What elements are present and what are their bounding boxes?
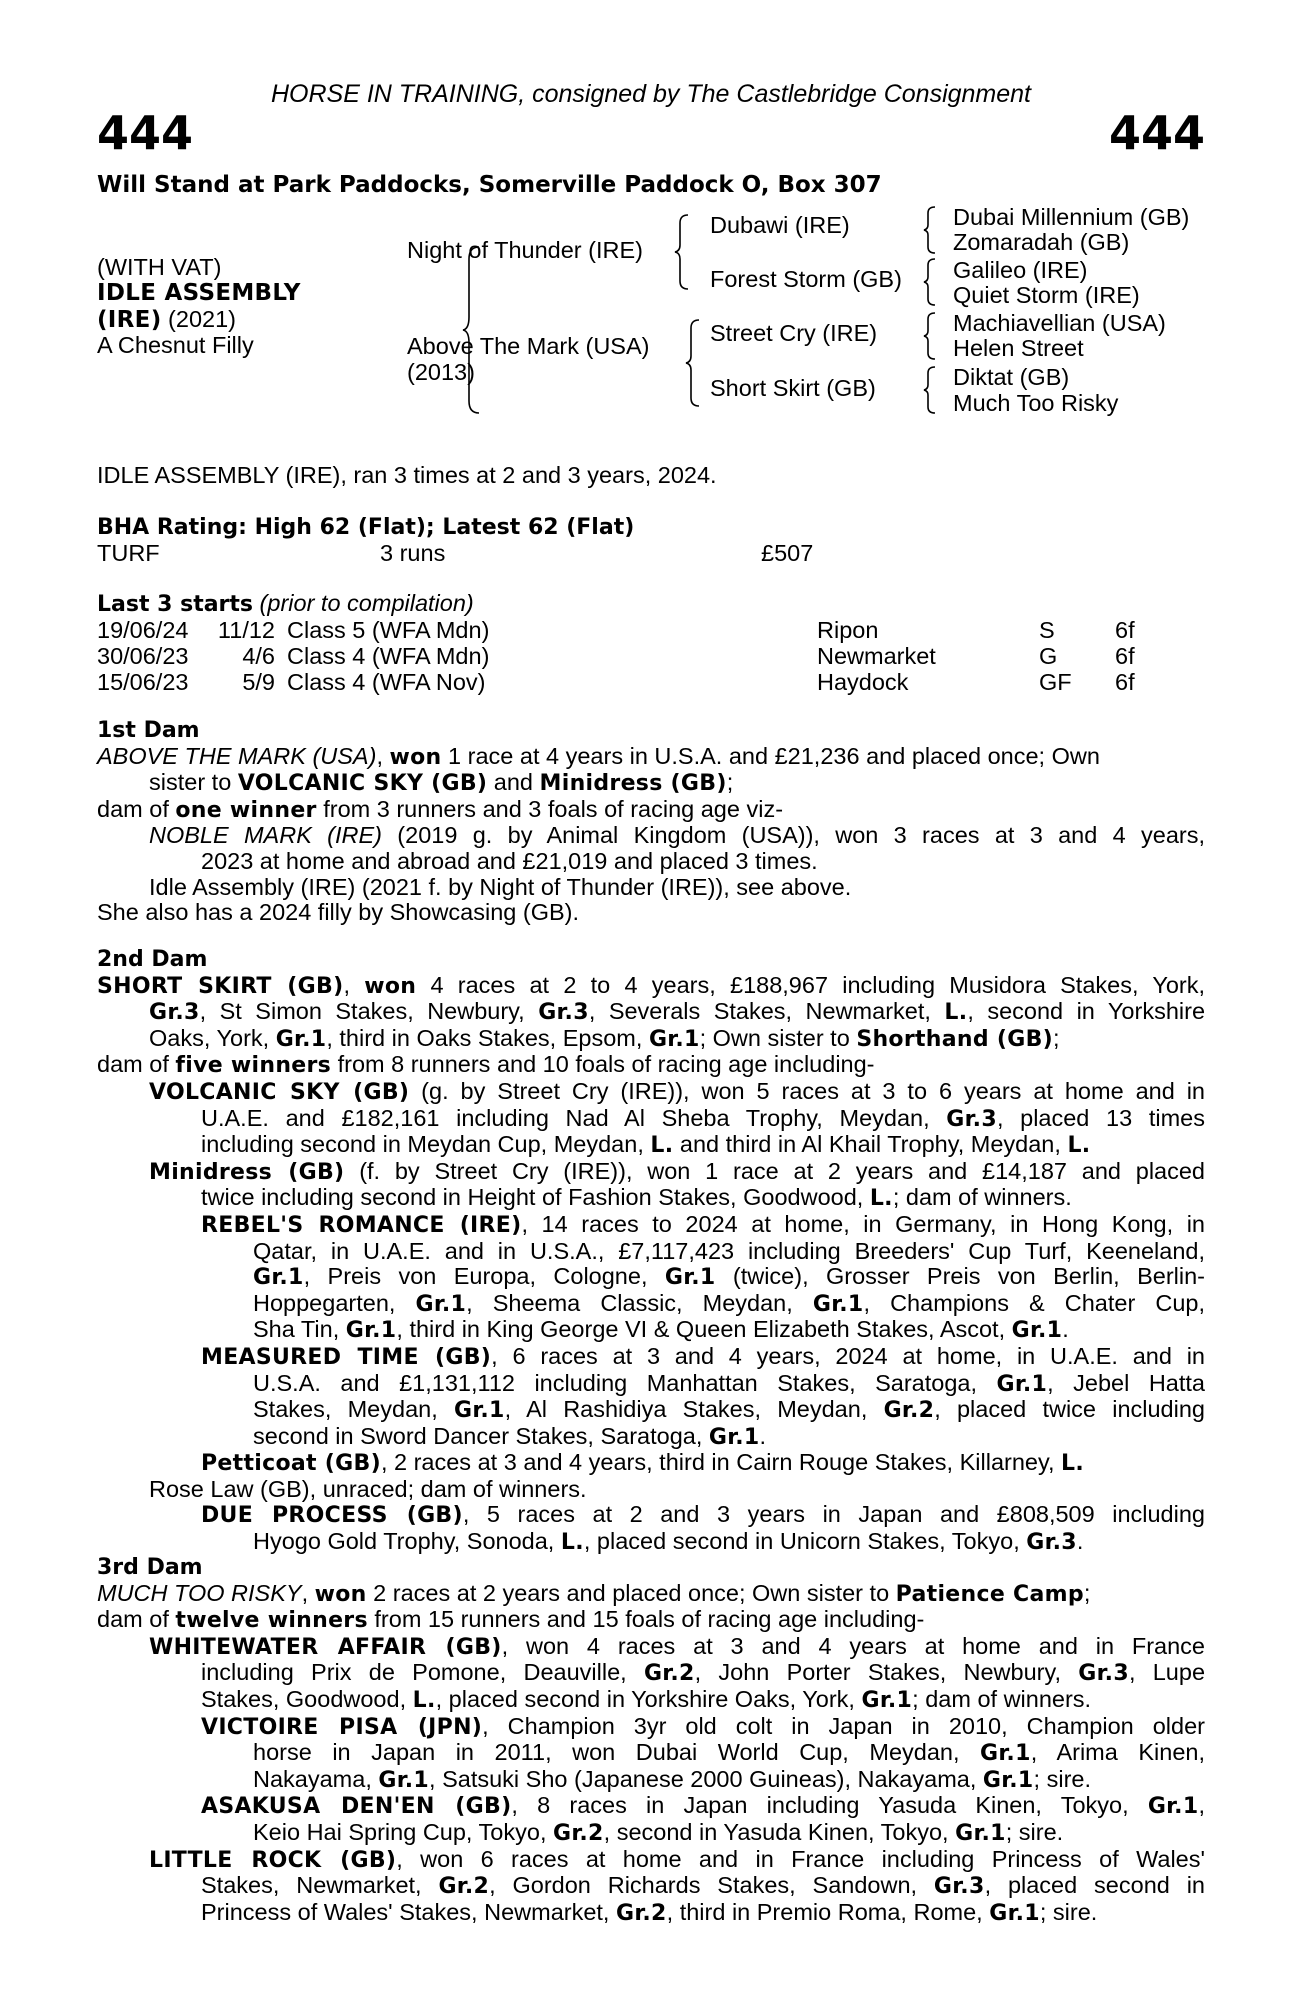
second-dam-heading: 2nd Dam [97, 947, 208, 972]
first-dam-line: She also has a 2024 filly by Showcasing (GB). [97, 899, 580, 926]
sire-sire-dam: Zomaradah (GB) [953, 229, 1130, 255]
start-course: Haydock [817, 668, 909, 695]
pedigree-table [97, 205, 1205, 420]
runs-count: 3 runs [380, 539, 446, 566]
start-row [97, 644, 1205, 670]
progeny-volcanic-sky: including second in Meydan Cup, Meydan, L. and third in Al Khail Trophy, Meydan, L. [201, 1131, 1091, 1159]
pedigree-brace-sd [923, 257, 937, 307]
start-class: Class 4 (WFA Nov) [287, 668, 486, 695]
start-going: G [1039, 642, 1058, 669]
progeny-asakusa-denen: Keio Hai Spring Cup, Tokyo, Gr.2, second in Yasuda Kinen, Tokyo, Gr.1; sire. [253, 1818, 1064, 1846]
first-dam-line: sister to VOLCANIC SKY (GB) and Minidress (GB); [149, 769, 734, 797]
vat-note: (WITH VAT) [97, 254, 222, 280]
progeny-whitewater-affair: WHITEWATER AFFAIR (GB), won 4 races at 3 and 4 years at home and in France [149, 1632, 1205, 1660]
dam-dam-dam: Much Too Risky [953, 390, 1119, 416]
third-dam-section [97, 1555, 1205, 1926]
start-row [97, 670, 1205, 696]
start-pos: 5/9 [242, 668, 275, 695]
pedigree-brace-dd [923, 365, 937, 415]
progeny-volcanic-sky: VOLCANIC SKY (GB) (g. by Street Cry (IRE)), won 5 races at 3 to 6 years at home and in [149, 1077, 1205, 1105]
second-dam-section [97, 947, 1205, 1556]
lot-number-right: 444 [1108, 106, 1205, 160]
last-starts-title: Last 3 starts (prior to compilation) [97, 590, 474, 617]
progeny-rebels-romance: Sha Tin, Gr.1, third in King George VI & Queen Elizabeth Stakes, Ascot, Gr.1. [253, 1316, 1069, 1344]
dam-sire: Street Cry (IRE) [710, 320, 878, 346]
start-date: 15/06/23 [97, 668, 189, 695]
horse-description: A Chesnut Filly [97, 332, 254, 358]
progeny-measured-time: second in Sword Dancer Stakes, Saratoga, Gr.1. [253, 1422, 767, 1450]
sire-sire: Dubawi (IRE) [710, 212, 850, 238]
progeny-minidress: Minidress (GB) (f. by Street Cry (IRE)), won 1 race at 2 years and £14,187 and placed [149, 1157, 1205, 1185]
second-dam-line: dam of five winners from 8 runners and 10 foals of racing age including- [97, 1051, 875, 1079]
dam-sire-sire: Machiavellian (USA) [953, 310, 1166, 336]
progeny-victoire-pisa: VICTOIRE PISA (JPN), Champion 3yr old colt in Japan in 2010, Champion older [201, 1712, 1205, 1740]
start-going: S [1039, 616, 1055, 643]
second-dam-line: Gr.3, St Simon Stakes, Newbury, Gr.3, Severals Stakes, Newmarket, L., second in Yorkshire [149, 998, 1206, 1026]
sire-dam: Forest Storm (GB) [710, 266, 902, 292]
pedigree-brace-sire [674, 213, 690, 291]
first-dam-heading: 1st Dam [97, 718, 200, 743]
start-dist: 6f [1115, 616, 1135, 643]
start-pos: 11/12 [217, 616, 275, 643]
first-dam-progeny: 2023 at home and abroad and £21,019 and placed 3 times. [201, 847, 818, 874]
start-row [97, 618, 1205, 644]
pedigree-brace-ds [923, 311, 937, 361]
third-dam-line: MUCH TOO RISKY, won 2 races at 2 years and placed once; Own sister to Patience Camp; [97, 1579, 1091, 1607]
dam-dam: Short Skirt (GB) [710, 375, 876, 401]
stabling-location: Will Stand at Park Paddocks, Somerville Paddock O, Box 307 [97, 172, 882, 198]
third-dam-heading: 3rd Dam [97, 1555, 203, 1580]
start-course: Ripon [817, 616, 879, 643]
prize-money: £507 [761, 539, 814, 566]
pedigree-brace-main [461, 245, 483, 415]
turf-record [97, 541, 1205, 567]
progeny-measured-time: U.S.A. and £1,131,112 including Manhattan Stakes, Saratoga, Gr.1, Jebel Hatta [253, 1369, 1205, 1397]
catalogue-header: HORSE IN TRAINING, consigned by The Castlebridge Consignment [270, 80, 1032, 108]
dam: Above The Mark (USA) [407, 333, 650, 359]
surface: TURF [97, 539, 160, 566]
progeny-rebels-romance: REBEL'S ROMANCE (IRE), 14 races to 2024 at home, in Germany, in Hong Kong, in [201, 1210, 1205, 1238]
horse-name: IDLE ASSEMBLY [97, 280, 301, 306]
progeny-measured-time: MEASURED TIME (GB), 6 races at 3 and 4 years, 2024 at home, in U.A.E. and in [201, 1342, 1205, 1370]
sire: Night of Thunder (IRE) [407, 237, 643, 263]
progeny-little-rock: Stakes, Newmarket, Gr.2, Gordon Richards Stakes, Sandown, Gr.3, placed second in [201, 1872, 1205, 1900]
rating-section [97, 515, 1205, 567]
progeny-victoire-pisa: Nakayama, Gr.1, Satsuki Sho (Japanese 2000 Guineas), Nakayama, Gr.1; sire. [253, 1765, 1092, 1793]
progeny-rose-law: Rose Law (GB), unraced; dam of winners. [149, 1475, 587, 1502]
race-summary: IDLE ASSEMBLY (IRE), ran 3 times at 2 and 3 years, 2024. [97, 462, 717, 488]
start-dist: 6f [1115, 668, 1135, 695]
progeny-rebels-romance: Hoppegarten, Gr.1, Sheema Classic, Meydan, Gr.1, Champions & Chater Cup, [253, 1289, 1205, 1317]
start-dist: 6f [1115, 642, 1135, 669]
rating-title: BHA Rating: High 62 (Flat); Latest 62 (Flat) [97, 515, 635, 540]
first-dam-section [97, 718, 1205, 926]
second-dam-line: Oaks, York, Gr.1, third in Oaks Stakes, Epsom, Gr.1; Own sister to Shorthand (GB); [149, 1024, 1060, 1052]
progeny-victoire-pisa: horse in Japan in 2011, won Dubai World Cup, Meydan, Gr.1, Arima Kinen, [253, 1739, 1205, 1767]
progeny-rebels-romance: Qatar, in U.A.E. and in U.S.A., £7,117,423 including Breeders' Cup Turf, Keeneland, [253, 1237, 1205, 1264]
progeny-whitewater-affair: including Prix de Pomone, Deauville, Gr.2, John Porter Stakes, Newbury, Gr.3, Lupe [201, 1659, 1206, 1687]
start-going: GF [1039, 668, 1072, 695]
dam-sire-dam: Helen Street [953, 335, 1084, 361]
first-dam-progeny: Idle Assembly (IRE) (2021 f. by Night of Thunder (IRE)), see above. [149, 873, 852, 900]
first-dam-line: ABOVE THE MARK (USA), won 1 race at 4 years in U.S.A. and £21,236 and placed once; Own [97, 742, 1100, 770]
progeny-little-rock: Princess of Wales' Stakes, Newmarket, Gr.2, third in Premio Roma, Rome, Gr.1; sire. [201, 1898, 1098, 1926]
start-pos: 4/6 [242, 642, 275, 669]
dam-dam-sire: Diktat (GB) [953, 364, 1070, 390]
progeny-measured-time: Stakes, Meydan, Gr.1, Al Rashidiya Stakes, Meydan, Gr.2, placed twice including [253, 1396, 1205, 1424]
lot-number-left: 444 [97, 106, 194, 160]
last-starts-section [97, 591, 1205, 696]
progeny-minidress: twice including second in Height of Fashion Stakes, Goodwood, L.; dam of winners. [201, 1184, 1072, 1212]
sire-dam-dam: Quiet Storm (IRE) [953, 282, 1140, 308]
pedigree-brace-dam [685, 318, 701, 408]
progeny-rebels-romance: Gr.1, Preis von Europa, Cologne, Gr.1 (twice), Grosser Preis von Berlin, Berlin- [253, 1263, 1205, 1291]
start-date: 30/06/23 [97, 642, 189, 669]
start-course: Newmarket [817, 642, 936, 669]
first-dam-progeny: NOBLE MARK (IRE) (2019 g. by Animal Kingdom (USA)), won 3 races at 3 and 4 years, [149, 822, 1205, 849]
sire-sire-sire: Dubai Millennium (GB) [953, 204, 1190, 230]
progeny-due-process: DUE PROCESS (GB), 5 races at 2 and 3 years in Japan and £808,509 including [201, 1501, 1205, 1529]
progeny-asakusa-denen: ASAKUSA DEN'EN (GB), 8 races in Japan including Yasuda Kinen, Tokyo, Gr.1, [201, 1792, 1205, 1820]
second-dam-line: SHORT SKIRT (GB), won 4 races at 2 to 4 years, £188,967 including Musidora Stakes, York, [97, 971, 1206, 999]
progeny-due-process: Hyogo Gold Trophy, Sonoda, L., placed second in Unicorn Stakes, Tokyo, Gr.3. [253, 1528, 1084, 1556]
dam-year: (2013) [407, 359, 475, 385]
start-class: Class 5 (WFA Mdn) [287, 616, 490, 643]
progeny-petticoat: Petticoat (GB), 2 races at 3 and 4 years, third in Cairn Rouge Stakes, Killarney, L. [201, 1449, 1085, 1477]
start-class: Class 4 (WFA Mdn) [287, 642, 490, 669]
third-dam-line: dam of twelve winners from 15 runners and 15 foals of racing age including- [97, 1606, 925, 1634]
progeny-little-rock: LITTLE ROCK (GB), won 6 races at home and in France including Princess of Wales' [149, 1845, 1205, 1873]
progeny-whitewater-affair: Stakes, Goodwood, L., placed second in Yorkshire Oaks, York, Gr.1; dam of winners. [201, 1685, 1092, 1713]
progeny-volcanic-sky: U.A.E. and £182,161 including Nad Al Sheba Trophy, Meydan, Gr.3, placed 13 times [201, 1104, 1205, 1132]
pedigree-brace-ss [923, 205, 937, 255]
start-date: 19/06/24 [97, 616, 189, 643]
first-dam-line: dam of one winner from 3 runners and 3 foals of racing age viz- [97, 795, 784, 823]
sire-dam-sire: Galileo (IRE) [953, 257, 1088, 283]
horse-name-suffix: (IRE) (2021) [97, 306, 236, 333]
